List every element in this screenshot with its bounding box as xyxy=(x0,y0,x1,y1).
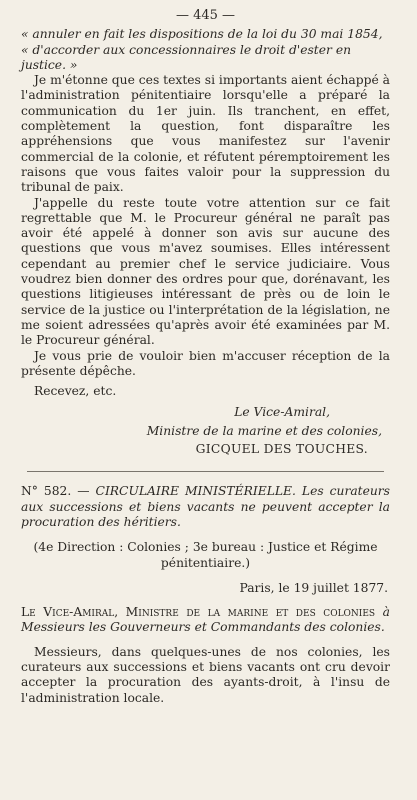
circular-dash: — xyxy=(77,484,90,499)
circular-to: Messieurs les Gouverneurs et Commandants des colonies. xyxy=(21,620,385,635)
circular-to-prep: à xyxy=(382,605,390,620)
paragraph-2: J'appelle du reste toute votre attention sur ce fait regrettable que M. le Procureur général ne paraît pas avoir été appelé à donner son avis sur aucune des questions que vous m'avez soumises. Elles intéressent cependant au premier chef le service judiciaire. Vous voudrez bien donner des ordres pour que, dorénavant, les questions litigieuses intéressant de près ou de loin le service de la justice ou l'interprétation de la législation, ne me soient adressées qu'après avoir été examinées par M. le Procureur général. xyxy=(21,195,390,348)
circular-number: N° 582. xyxy=(21,484,72,499)
circular-heading: CIRCULAIRE MINISTÉRIELLE. xyxy=(95,484,296,499)
page-number: — 445 — xyxy=(175,8,236,23)
paragraph-1: Je m'étonne que ces textes si importants aient échappé à l'administration pénitentiaire lorsqu'elle a préparé la communication du 1er juin. Ils tranchent, en effet, complètement la question, font disparaître les appréhensions que vous manifestez sur l'avenir commercial de la colonie, et réfutent péremptoirement les raisons que vous faites valoir pour la suppression du tribunal de paix. xyxy=(21,73,390,195)
circular-address xyxy=(21,605,390,636)
circular-from: Le Vice-Amiral, Ministre de la marine et des colonies xyxy=(21,605,376,620)
circular-heading-block xyxy=(21,484,390,530)
circular-dateline: Paris, le 19 juillet 1877. xyxy=(239,580,388,595)
signature-name: GICQUEL DES TOUCHES. xyxy=(195,442,368,457)
circular-subject: Les curateurs aux successions et biens vacants ne peuvent accepter la procuration des héritiers. xyxy=(21,484,390,529)
section-divider xyxy=(27,471,384,472)
circular-body: Messieurs, dans quelques-unes de nos colonies, les curateurs aux successions et biens vacants ont cru devoir accepter la procuration des ayants-droit, à l'insu de l'administration locale. xyxy=(21,644,390,705)
quote-line-2: « d'accorder aux concessionnaires le droit d'ester en justice. » xyxy=(21,42,352,72)
paragraph-3: Je vous prie de vouloir bien m'accuser réception de la présente dépêche. xyxy=(21,348,390,378)
signature-title: Le Vice-Amiral, xyxy=(234,405,330,420)
circular-direction: (4e Direction : Colonies ; 3e bureau : Justice et Régime pénitentiaire.) xyxy=(33,540,378,570)
closing: Recevez, etc. xyxy=(34,384,117,399)
signature-role: Ministre de la marine et des colonies, xyxy=(146,423,382,438)
quote-line-1: « annuler en fait les dispositions de la loi du 30 mai 1854, xyxy=(21,27,383,42)
